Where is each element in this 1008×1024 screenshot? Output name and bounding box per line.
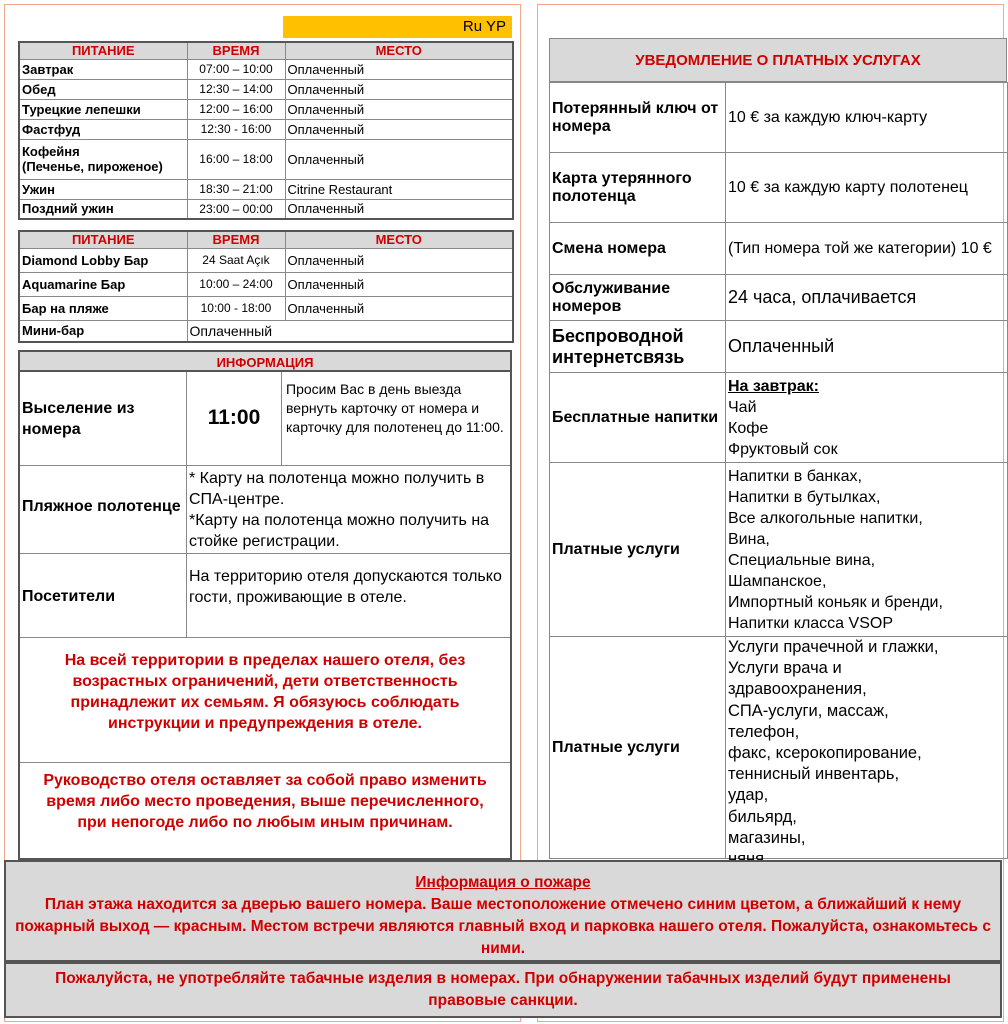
- paid-item: магазины,: [728, 828, 806, 847]
- tobacco-warning: [4, 962, 1002, 1018]
- lost-towel-label: Карта утерянного полотенца: [550, 153, 726, 223]
- food-header-meal: ПИТАНИЕ: [19, 42, 187, 59]
- food-name: Турецкие лепешки: [19, 99, 187, 119]
- table-row: [19, 99, 513, 119]
- wifi-label: Беспроводной интернетсвязь: [550, 321, 726, 373]
- paid-item: Все алкогольные напитки,: [728, 509, 923, 527]
- paid-item: Импортный коньяк и бренди,: [728, 593, 943, 611]
- fire-info-box: [4, 860, 1002, 962]
- bars-header-time: ВРЕМЯ: [187, 231, 285, 248]
- language-tag: Ru YP: [283, 16, 512, 38]
- tobacco-warning-text: Пожалуйста, не употребляйте табачные изделия в номерах. При обнаружении табачных изделий будут применены правовые санкции.: [55, 970, 951, 1009]
- children-note: На всей территории в пределах нашего отеля, без возрастных ограничений, дети ответственность принадлежит их семьям. Я обязуюсь соблюдать инструкции и предупреждения в отеле.: [64, 652, 466, 732]
- paid-item: здравоохранения,: [728, 680, 867, 699]
- paid-item: Напитки в бутылках,: [728, 488, 881, 506]
- table-row: [19, 296, 513, 320]
- paid-services-table: [549, 82, 1008, 859]
- free-drinks-label: Бесплатные напитки: [550, 373, 726, 463]
- paid-item: Напитки в банках,: [728, 467, 862, 485]
- paid-item: телефон,: [728, 722, 800, 741]
- management-note: Руководство отеля оставляет за собой право изменить время либо место проведения, выше перечисленного, при непогоде либо по любым иным причинам.: [43, 772, 487, 831]
- food-time: 07:00 – 10:00: [187, 59, 285, 79]
- food-name: Обед: [19, 79, 187, 99]
- table-row: [19, 199, 513, 219]
- table-row: [19, 59, 513, 79]
- table-row: [19, 272, 513, 296]
- table-row: [550, 153, 1008, 223]
- minibar-name: Мини-бар: [19, 320, 187, 342]
- bars-table: [18, 230, 514, 343]
- checkout-note: Просим Вас в день выезда вернуть карточку от номера и карточку для полотенец до 11:00.: [286, 381, 504, 435]
- paid-item: Шампанское,: [728, 572, 827, 590]
- paid-services-2-label: Платные услуги: [550, 637, 726, 859]
- food-name-line1: Кофейня: [22, 144, 80, 159]
- paid-services-2-list: [728, 637, 1005, 857]
- paid-item: удар,: [728, 786, 769, 805]
- free-drink-item: Кофе: [728, 419, 769, 437]
- food-place: Оплаченный: [285, 139, 513, 179]
- free-drink-item: Чай: [728, 398, 757, 416]
- food-name-line2: (Печенье, пироженое): [22, 159, 163, 174]
- table-row: [19, 139, 513, 179]
- food-name: [19, 139, 187, 179]
- room-service-label: Обслуживание номеров: [550, 275, 726, 321]
- paid-services-title: УВЕДОМЛЕНИЕ О ПЛАТНЫХ УСЛУГАХ: [549, 38, 1007, 82]
- bar-time: 10:00 – 24:00: [187, 272, 285, 296]
- bar-place: Оплаченный: [285, 296, 513, 320]
- bars-header-meal: ПИТАНИЕ: [19, 231, 187, 248]
- bar-name: Diamond Lobby Бар: [19, 248, 187, 272]
- food-header-place: МЕСТО: [285, 42, 513, 59]
- checkout-label: Выселение из номера: [22, 400, 135, 438]
- towel-note-2: *Карту на полотенца можно получить на стойке регистрации.: [189, 512, 490, 550]
- table-row: [550, 373, 1008, 463]
- table-row: [19, 119, 513, 139]
- paid-item: Услуги прачечной и глажки,: [728, 638, 939, 656]
- bar-time: 24 Saat Açık: [187, 248, 285, 272]
- table-row: [19, 248, 513, 272]
- table-row: [550, 83, 1008, 153]
- paid-item: Напитки класса VSOP: [728, 614, 893, 632]
- food-header-time: ВРЕМЯ: [187, 42, 285, 59]
- bar-place: Оплаченный: [285, 272, 513, 296]
- food-time: 18:30 – 21:00: [187, 179, 285, 199]
- table-row: [19, 320, 513, 342]
- bars-header-place: МЕСТО: [285, 231, 513, 248]
- table-row: [550, 463, 1008, 637]
- table-row: [19, 179, 513, 199]
- bar-time: 10:00 - 18:00: [187, 296, 285, 320]
- paid-services-1-label: Платные услуги: [550, 463, 726, 637]
- paid-item: СПА-услуги, массаж,: [728, 701, 889, 720]
- minibar-place: Оплаченный: [187, 320, 513, 342]
- info-header: ИНФОРМАЦИЯ: [18, 350, 512, 372]
- paid-item: Вина,: [728, 530, 770, 548]
- free-drinks-head: На завтрак:: [728, 377, 820, 395]
- room-change-value: (Тип номера той же категории) 10 €: [726, 223, 1008, 275]
- fire-info-title: Информация о пожаре: [415, 874, 591, 891]
- food-time: 12:30 – 14:00: [187, 79, 285, 99]
- lost-towel-value: 10 € за каждую карту полотенец: [726, 153, 1008, 223]
- food-table: [18, 41, 514, 220]
- visitors-note: На территорию отеля допускаются только гости, проживающие в отеле.: [189, 568, 502, 606]
- food-place: Citrine Restaurant: [285, 179, 513, 199]
- free-drink-item: Фруктовый сок: [728, 440, 838, 458]
- food-time: 12:30 - 16:00: [187, 119, 285, 139]
- paid-item: Услуги врача и: [728, 659, 842, 678]
- bar-name: Бар на пляже: [19, 296, 187, 320]
- food-name: Завтрак: [19, 59, 187, 79]
- paid-item: теннисный инвентарь,: [728, 765, 900, 784]
- towel-label: [22, 498, 186, 520]
- free-drinks-value: [726, 373, 1008, 463]
- table-row: [550, 223, 1008, 275]
- paid-services-2-value: [726, 637, 1008, 859]
- paid-services-1-value: [726, 463, 1008, 637]
- wifi-value: Оплаченный: [726, 321, 1008, 373]
- lost-key-value: 10 € за каждую ключ-карту: [726, 83, 1008, 153]
- food-place: Оплаченный: [285, 119, 513, 139]
- paid-item: факс, ксерокопирование,: [728, 744, 922, 763]
- food-name: Ужин: [19, 179, 187, 199]
- fire-info-text: План этажа находится за дверью вашего номера. Ваше местоположение отмечено синим цветом, а ближайший к нему пожарный выход — красным. Местом встречи являются главный вход и парковка нашего отеля. Пожалуйста, ознакомьтесь с ними.: [15, 896, 991, 957]
- table-row: [550, 275, 1008, 321]
- food-name: Фастфуд: [19, 119, 187, 139]
- lost-key-label: Потерянный ключ от номера: [550, 83, 726, 153]
- room-service-value: 24 часа, оплачивается: [726, 275, 1008, 321]
- towel-note-1: * Карту на полотенца можно получить в СПА-центре.: [189, 470, 485, 508]
- food-place: Оплаченный: [285, 79, 513, 99]
- food-time: 16:00 – 18:00: [187, 139, 285, 179]
- visitors-label: Посетители: [22, 588, 116, 605]
- table-row: [550, 637, 1008, 859]
- checkout-time: 11:00: [207, 406, 261, 429]
- room-change-label: Смена номера: [550, 223, 726, 275]
- food-place: Оплаченный: [285, 199, 513, 219]
- food-time: 23:00 – 00:00: [187, 199, 285, 219]
- food-place: Оплаченный: [285, 99, 513, 119]
- table-row: [550, 321, 1008, 373]
- food-time: 12:00 – 16:00: [187, 99, 285, 119]
- note-divider: [20, 762, 510, 763]
- paid-item: бильярд,: [728, 807, 797, 826]
- bar-name: Aquamarine Бар: [19, 272, 187, 296]
- food-name: Поздний ужин: [19, 199, 187, 219]
- paid-item: Специальные вина,: [728, 551, 876, 569]
- table-row: [19, 79, 513, 99]
- food-place: Оплаченный: [285, 59, 513, 79]
- towel-label-text: Пляжное полотенце: [22, 498, 181, 515]
- bar-place: Оплаченный: [285, 248, 513, 272]
